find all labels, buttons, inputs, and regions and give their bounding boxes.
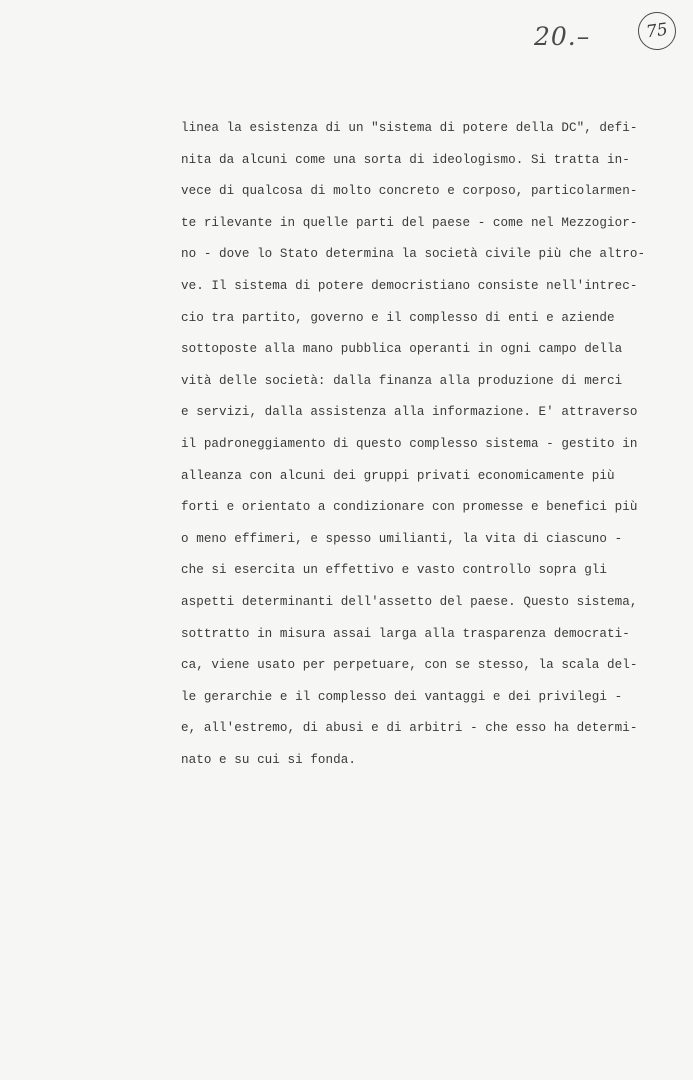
text-line: alleanza con alcuni dei gruppi privati economicamente più — [181, 468, 615, 483]
text-line: vece di qualcosa di molto concreto e corposo, particolarmen- — [181, 184, 638, 199]
text-line: sottratto in misura assai larga alla trasparenza democrati- — [181, 626, 630, 641]
text-line: te rilevante in quelle parti del paese - come nel Mezzogior- — [181, 215, 638, 230]
body-text — [181, 117, 646, 780]
text-line: le gerarchie e il complesso dei vantaggi e dei privilegi - — [181, 689, 623, 704]
text-line: cio tra partito, governo e il complesso di enti e aziende — [181, 310, 615, 325]
text-line: il padroneggiamento di questo complesso sistema - gestito in — [181, 436, 638, 451]
page-stamp — [636, 10, 679, 53]
text-line: forti e orientato a condizionare con promesse e benefici più — [181, 500, 638, 515]
page-stamp-number: 75 — [644, 19, 670, 43]
text-line: no - dove lo Stato determina la società civile più che altro- — [181, 247, 646, 262]
text-line: o meno effimeri, e spesso umilianti, la vita di ciascuno - — [181, 531, 623, 546]
text-line: ve. Il sistema di potere democristiano consiste nell'intrec- — [181, 278, 638, 293]
text-line: e, all'estremo, di abusi e di arbitri - che esso ha determi- — [181, 721, 638, 736]
text-line: nita da alcuni come una sorta di ideologismo. Si tratta in- — [181, 152, 630, 167]
text-line: vità delle società: dalla finanza alla produzione di merci — [181, 373, 623, 388]
handwritten-page-number: 20.– — [534, 22, 591, 51]
text-line: ca, viene usato per perpetuare, con se stesso, la scala del- — [181, 658, 638, 673]
text-line: e servizi, dalla assistenza alla informazione. E' attraverso — [181, 405, 638, 420]
text-line: linea la esistenza di un "sistema di potere della DC", defi- — [181, 121, 638, 135]
text-line: aspetti determinanti dell'assetto del paese. Questo sistema, — [181, 594, 638, 609]
text-line: nato e su cui si fonda. — [181, 752, 356, 767]
text-line: sottoposte alla mano pubblica operanti in ogni campo della — [181, 342, 623, 357]
text-line: che si esercita un effettivo e vasto controllo sopra gli — [181, 563, 608, 578]
